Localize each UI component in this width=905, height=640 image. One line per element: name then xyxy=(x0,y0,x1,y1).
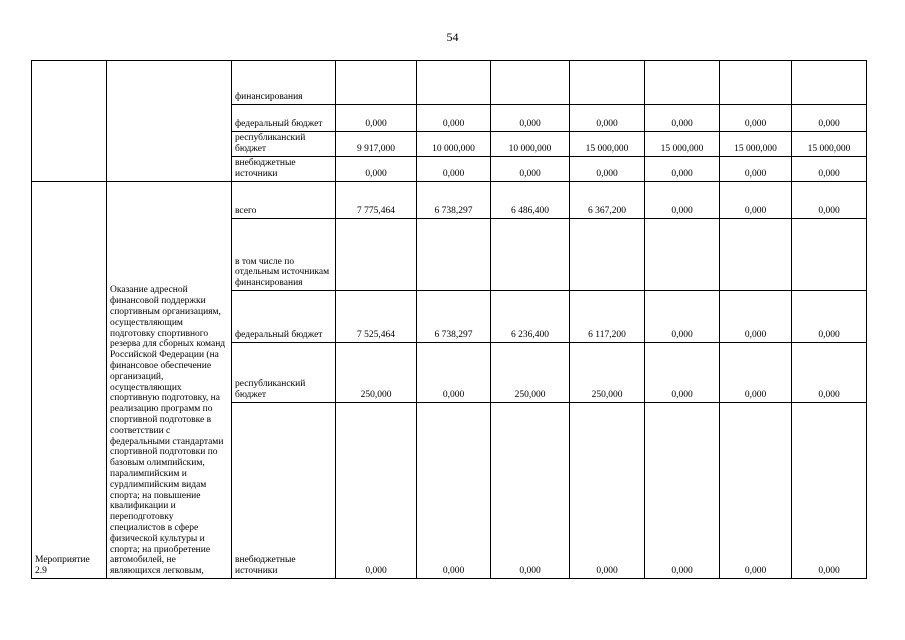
value-cell: 0,000 xyxy=(336,105,417,132)
value-cell: 7 775,464 xyxy=(336,182,417,219)
value-cell: 0,000 xyxy=(491,157,570,182)
value-cell: 0,000 xyxy=(792,157,867,182)
table-row xyxy=(32,61,867,105)
value-cell: 250,000 xyxy=(336,343,417,403)
table-row xyxy=(32,182,867,219)
value-cell: 0,000 xyxy=(645,157,720,182)
value-cell xyxy=(720,61,792,105)
page-number: 54 xyxy=(446,30,459,44)
value-cell xyxy=(570,219,645,291)
source-cell: федеральный бюджет xyxy=(232,291,336,343)
value-cell: 0,000 xyxy=(417,105,491,132)
value-cell: 6 738,297 xyxy=(417,182,491,219)
value-cell xyxy=(792,219,867,291)
value-cell: 0,000 xyxy=(720,182,792,219)
value-cell xyxy=(417,61,491,105)
value-cell: 0,000 xyxy=(792,182,867,219)
value-cell: 0,000 xyxy=(417,403,491,579)
source-cell: финансирования xyxy=(232,61,336,105)
source-cell: федеральный бюджет xyxy=(232,105,336,132)
value-cell: 0,000 xyxy=(720,105,792,132)
value-cell: 15 000,000 xyxy=(645,132,720,157)
value-cell: 15 000,000 xyxy=(570,132,645,157)
value-cell xyxy=(720,219,792,291)
value-cell: 0,000 xyxy=(570,403,645,579)
value-cell: 0,000 xyxy=(570,157,645,182)
value-cell: 6 367,200 xyxy=(570,182,645,219)
value-cell: 0,000 xyxy=(720,157,792,182)
value-cell: 0,000 xyxy=(645,105,720,132)
source-cell: республиканский бюджет xyxy=(232,132,336,157)
value-cell: 0,000 xyxy=(645,291,720,343)
source-cell: всего xyxy=(232,182,336,219)
value-cell xyxy=(336,219,417,291)
value-cell xyxy=(491,219,570,291)
value-cell: 0,000 xyxy=(417,157,491,182)
value-cell: 0,000 xyxy=(491,105,570,132)
value-cell: 7 525,464 xyxy=(336,291,417,343)
value-cell: 0,000 xyxy=(491,403,570,579)
value-cell xyxy=(645,219,720,291)
value-cell: 0,000 xyxy=(417,343,491,403)
description-cell: Оказание адресной финансовой поддержки спортивным организациям, осуществляющим подготовку спортивного резерва для сборных команд Российской Федерации (на финансовое обеспечение организаций, осуществляющих спортивную подготовку, на реализацию программ по спортивной подготовке в соответствии с федеральными стандартами спортивной подготовки по базовым олимпийским, паралимпийским и сурдлимпийским видам спорта; на повышение квалификации и переподготовку специалистов в сфере физической культуры и спорта; на приобретение автомобилей, не являющихся легковым, xyxy=(107,182,232,579)
budget-table xyxy=(31,60,867,579)
value-cell: 10 000,000 xyxy=(491,132,570,157)
value-cell: 0,000 xyxy=(792,291,867,343)
value-cell: 0,000 xyxy=(645,343,720,403)
value-cell xyxy=(336,61,417,105)
value-cell: 15 000,000 xyxy=(792,132,867,157)
value-cell xyxy=(491,61,570,105)
value-cell: 0,000 xyxy=(645,182,720,219)
value-cell: 0,000 xyxy=(720,291,792,343)
source-cell: в том числе по отдельным источникам финансирования xyxy=(232,219,336,291)
measure-cell xyxy=(32,61,107,182)
value-cell: 0,000 xyxy=(720,403,792,579)
value-cell: 6 738,297 xyxy=(417,291,491,343)
value-cell: 0,000 xyxy=(792,403,867,579)
value-cell xyxy=(570,61,645,105)
value-cell: 9 917,000 xyxy=(336,132,417,157)
value-cell: 6 117,200 xyxy=(570,291,645,343)
value-cell: 15 000,000 xyxy=(720,132,792,157)
value-cell: 0,000 xyxy=(336,403,417,579)
value-cell xyxy=(645,61,720,105)
description-cell xyxy=(107,61,232,182)
value-cell: 0,000 xyxy=(792,105,867,132)
value-cell: 0,000 xyxy=(720,343,792,403)
value-cell xyxy=(417,219,491,291)
value-cell: 10 000,000 xyxy=(417,132,491,157)
source-cell: внебюджетные источники xyxy=(232,403,336,579)
value-cell: 0,000 xyxy=(792,343,867,403)
value-cell: 0,000 xyxy=(336,157,417,182)
value-cell: 0,000 xyxy=(645,403,720,579)
value-cell: 250,000 xyxy=(570,343,645,403)
value-cell: 0,000 xyxy=(570,105,645,132)
value-cell xyxy=(792,61,867,105)
value-cell: 250,000 xyxy=(491,343,570,403)
measure-cell: Мероприятие 2.9 xyxy=(32,182,107,579)
source-cell: республиканский бюджет xyxy=(232,343,336,403)
value-cell: 6 486,400 xyxy=(491,182,570,219)
value-cell: 6 236,400 xyxy=(491,291,570,343)
source-cell: внебюджетные источники xyxy=(232,157,336,182)
